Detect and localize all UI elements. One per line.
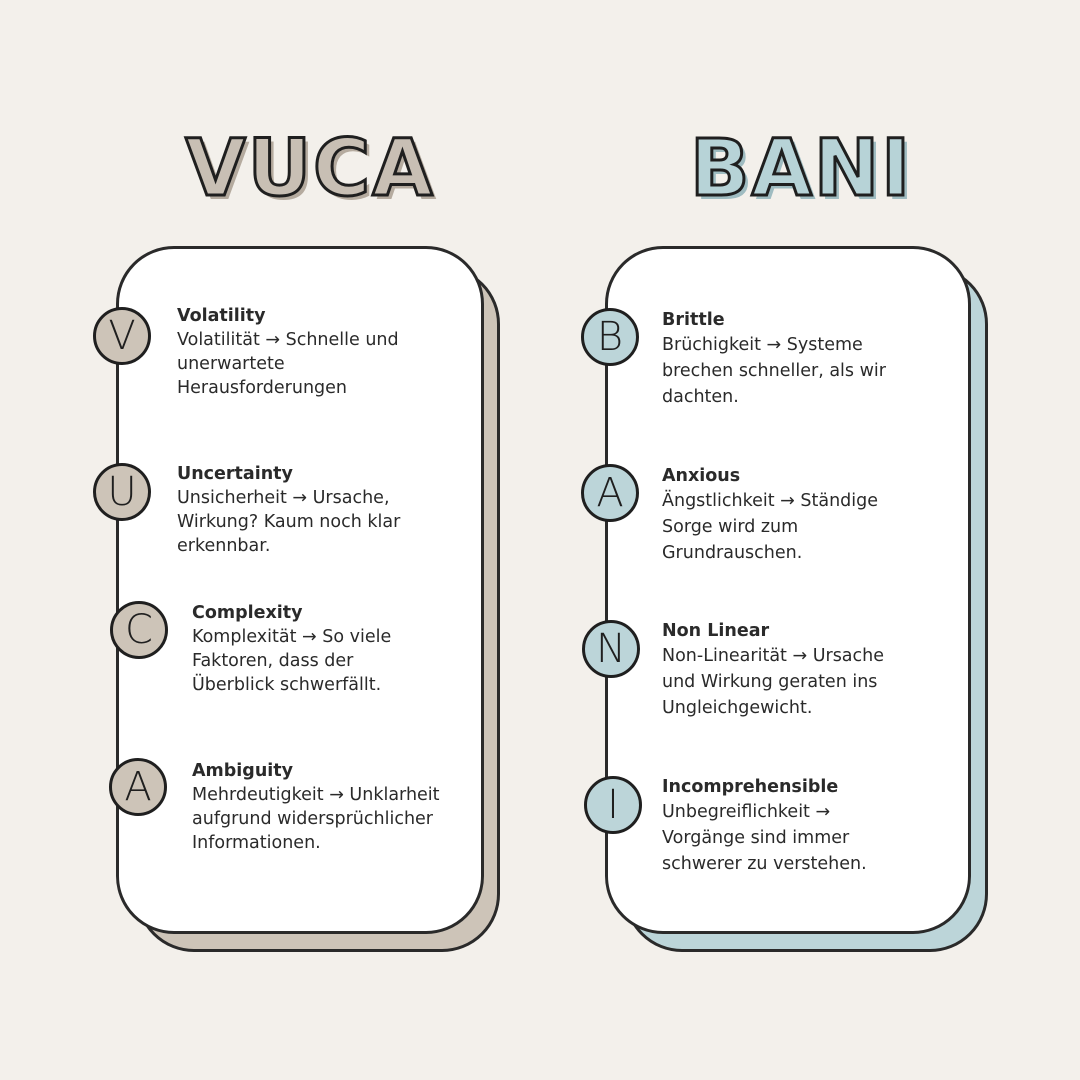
bani-letter-n: N bbox=[582, 620, 640, 678]
item-term: Ambiguity bbox=[192, 761, 294, 781]
vuca-title: VUCA bbox=[185, 124, 435, 214]
bani-item-brittle bbox=[662, 309, 952, 410]
bani-letter-i: I bbox=[584, 776, 642, 834]
item-term: Volatility bbox=[177, 306, 266, 326]
item-term: Uncertainty bbox=[177, 464, 293, 484]
item-term: Brittle bbox=[662, 310, 725, 330]
bani-item-non-linear bbox=[662, 620, 952, 721]
item-term: Non Linear bbox=[662, 621, 770, 641]
vuca-item-volatility bbox=[177, 305, 467, 400]
vuca-letter-v: V bbox=[93, 307, 151, 365]
item-description: Brüchigkeit → Systeme brechen schneller, als wir dachten. bbox=[662, 335, 886, 407]
bani-letter-a: A bbox=[581, 464, 639, 522]
item-description: Unsicherheit → Ursache, Wirkung? Kaum noch klar erkennbar. bbox=[177, 488, 401, 556]
vuca-item-ambiguity bbox=[192, 760, 478, 855]
item-term: Complexity bbox=[192, 603, 303, 623]
item-term: Anxious bbox=[662, 466, 741, 486]
vuca-letter-c: C bbox=[110, 601, 168, 659]
bani-item-incomprehensible bbox=[662, 776, 952, 877]
item-description: Non-Linearität → Ursache und Wirkung geraten ins Ungleichgewicht. bbox=[662, 646, 885, 718]
item-description: Volatilität → Schnelle und unerwartete Herausforderungen bbox=[177, 330, 399, 398]
item-description: Mehrdeutigkeit → Unklarheit aufgrund widersprüchlicher Informationen. bbox=[192, 785, 440, 853]
vuca-letter-a: A bbox=[109, 758, 167, 816]
item-term: Incomprehensible bbox=[662, 777, 839, 797]
bani-letter-b: B bbox=[581, 308, 639, 366]
vuca-letter-u: U bbox=[93, 463, 151, 521]
vuca-item-uncertainty bbox=[177, 463, 467, 558]
item-description: Ängstlichkeit → Ständige Sorge wird zum Grundrauschen. bbox=[662, 491, 879, 563]
vuca-item-complexity bbox=[192, 602, 472, 697]
item-description: Komplexität → So viele Faktoren, dass der Überblick schwerfällt. bbox=[192, 627, 392, 695]
bani-title: BANI bbox=[690, 124, 913, 214]
item-description: Unbegreiflichkeit → Vorgänge sind immer schwerer zu verstehen. bbox=[662, 802, 867, 874]
bani-item-anxious bbox=[662, 465, 952, 566]
